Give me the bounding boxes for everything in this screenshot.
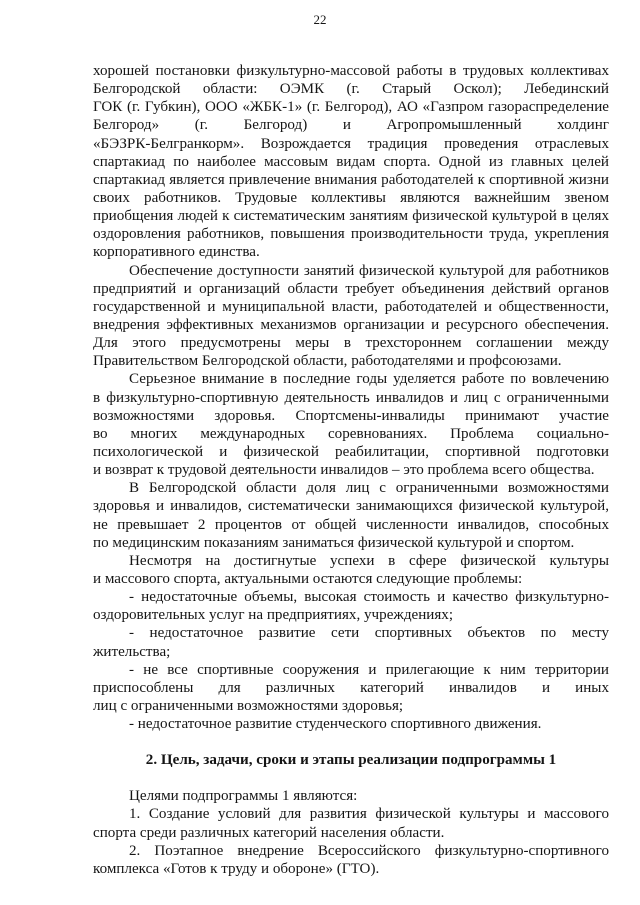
section-heading	[93, 751, 609, 769]
text-line: Обеспечение доступности занятий физической культурой для работников	[129, 262, 609, 279]
text-line: Целями подпрограммы 1 являются:	[129, 788, 358, 805]
text-line: по медицинским показаниям заниматься физической культурой и спортом.	[93, 534, 575, 551]
paragraph	[93, 262, 609, 371]
paragraph	[93, 479, 609, 552]
text-line: предприятий и организаций области требует объединения действий органов	[93, 280, 609, 297]
text-line: Белгородской области: ОЭМК (г. Старый Оскол); Лебединский	[93, 81, 609, 98]
paragraph-spacer	[93, 769, 609, 787]
text-line: своих работников. Трудовые коллективы являются важнейшим звеном	[93, 189, 609, 206]
text-line: корпоративного единства.	[93, 244, 260, 261]
text-line: хорошей постановки физкультурно-массовой работы в трудовых коллективах	[93, 63, 609, 79]
document-body	[93, 62, 609, 878]
paragraph	[93, 552, 609, 588]
text-line: Для этого предусмотрены меры в трехстороннем соглашении между	[93, 335, 609, 352]
text-line: и возврат к трудовой деятельности инвалидов – это проблема всего общества.	[93, 462, 595, 479]
text-line: возможностями здоровья. Спортсмены-инвалиды принимают участие	[93, 407, 609, 424]
paragraph	[93, 842, 609, 878]
paragraph	[93, 62, 609, 262]
text-line: комплекса «Готов к труду и обороне» (ГТО).	[93, 860, 380, 877]
text-line: Правительством Белгородской области, работодателями и профсоюзами.	[93, 353, 562, 370]
text-line: жительства;	[93, 643, 171, 660]
text-line: «БЭЗРК-Белгранкорм». Возрождается традиция проведения отраслевых	[93, 135, 609, 152]
paragraph	[93, 661, 609, 715]
text-line: - недостаточное развитие сети спортивных объектов по месту	[129, 625, 609, 642]
text-line: спартакиад по наиболее массовым видам спорта. Одной из главных целей	[93, 153, 609, 170]
text-line: во многих международных соревнованиях. Проблема социально-	[93, 425, 609, 442]
text-line: 2. Поэтапное внедрение Всероссийского физкультурно-спортивного	[129, 842, 609, 859]
text-line: Белгород» (г. Белгород) и Агропромышленный холдинг	[93, 117, 609, 134]
text-line: Серьезное внимание в последние годы уделяется работе по вовлечению	[129, 371, 609, 388]
text-line: и массового спорта, актуальными остаются следующие проблемы:	[93, 570, 523, 587]
text-line: лиц с ограниченными возможностями здоровья;	[93, 697, 404, 714]
text-line: - не все спортивные сооружения и прилегающие к ним территории	[129, 661, 609, 678]
text-line: ГОК (г. Губкин), ООО «ЖБК-1» (г. Белгород), АО «Газпром газораспределение	[93, 99, 609, 116]
text-line: - недостаточное развитие студенческого спортивного движения.	[129, 716, 542, 733]
text-line: оздоровления работников, повышения производительности труда, укрепления	[93, 226, 609, 243]
text-line: 1. Создание условий для развития физической культуры и массового	[129, 806, 609, 823]
text-line: психологической и физической реабилитации, спортивной подготовки	[93, 443, 609, 460]
text-line: В Белгородской области доля лиц с ограниченными возможностями	[129, 480, 609, 497]
text-line: приспособлены для различных категорий инвалидов и иных	[93, 679, 609, 696]
page-number: 22	[313, 12, 327, 27]
heading-text: 2. Цель, задачи, сроки и этапы реализации подпрограммы 1	[145, 752, 557, 769]
paragraph	[93, 588, 609, 624]
text-line: здоровья и инвалидов, систематически занимающихся физической культурой,	[93, 498, 609, 515]
text-line: государственной и муниципальной власти, работодателей и общественности,	[93, 298, 609, 315]
paragraph	[93, 624, 609, 660]
text-line: спартакиад является привлечение внимания работодателей к спортивной жизни	[93, 171, 609, 188]
text-line: оздоровительных услуг на предприятиях, учреждениях;	[93, 607, 454, 624]
text-line: Несмотря на достигнутые успехи в сфере физической культуры	[129, 552, 609, 569]
text-line: не превышает 2 процентов от общей численности инвалидов, способных	[93, 516, 609, 533]
text-line: спорта среди различных категорий населения области.	[93, 824, 445, 841]
paragraph-spacer	[93, 733, 609, 751]
text-line: приобщения людей к систематическим занятиям физической культурой в целях	[93, 208, 609, 225]
paragraph	[93, 370, 609, 479]
text-line: в физкультурно-спортивную деятельность инвалидов и лиц с ограниченными	[93, 389, 609, 406]
paragraph	[93, 805, 609, 841]
text-line: внедрения эффективных механизмов организации и ресурсного обеспечения.	[93, 316, 609, 333]
paragraph	[93, 787, 609, 805]
text-line: - недостаточные объемы, высокая стоимость и качество физкультурно-	[129, 589, 609, 606]
paragraph	[93, 715, 609, 733]
